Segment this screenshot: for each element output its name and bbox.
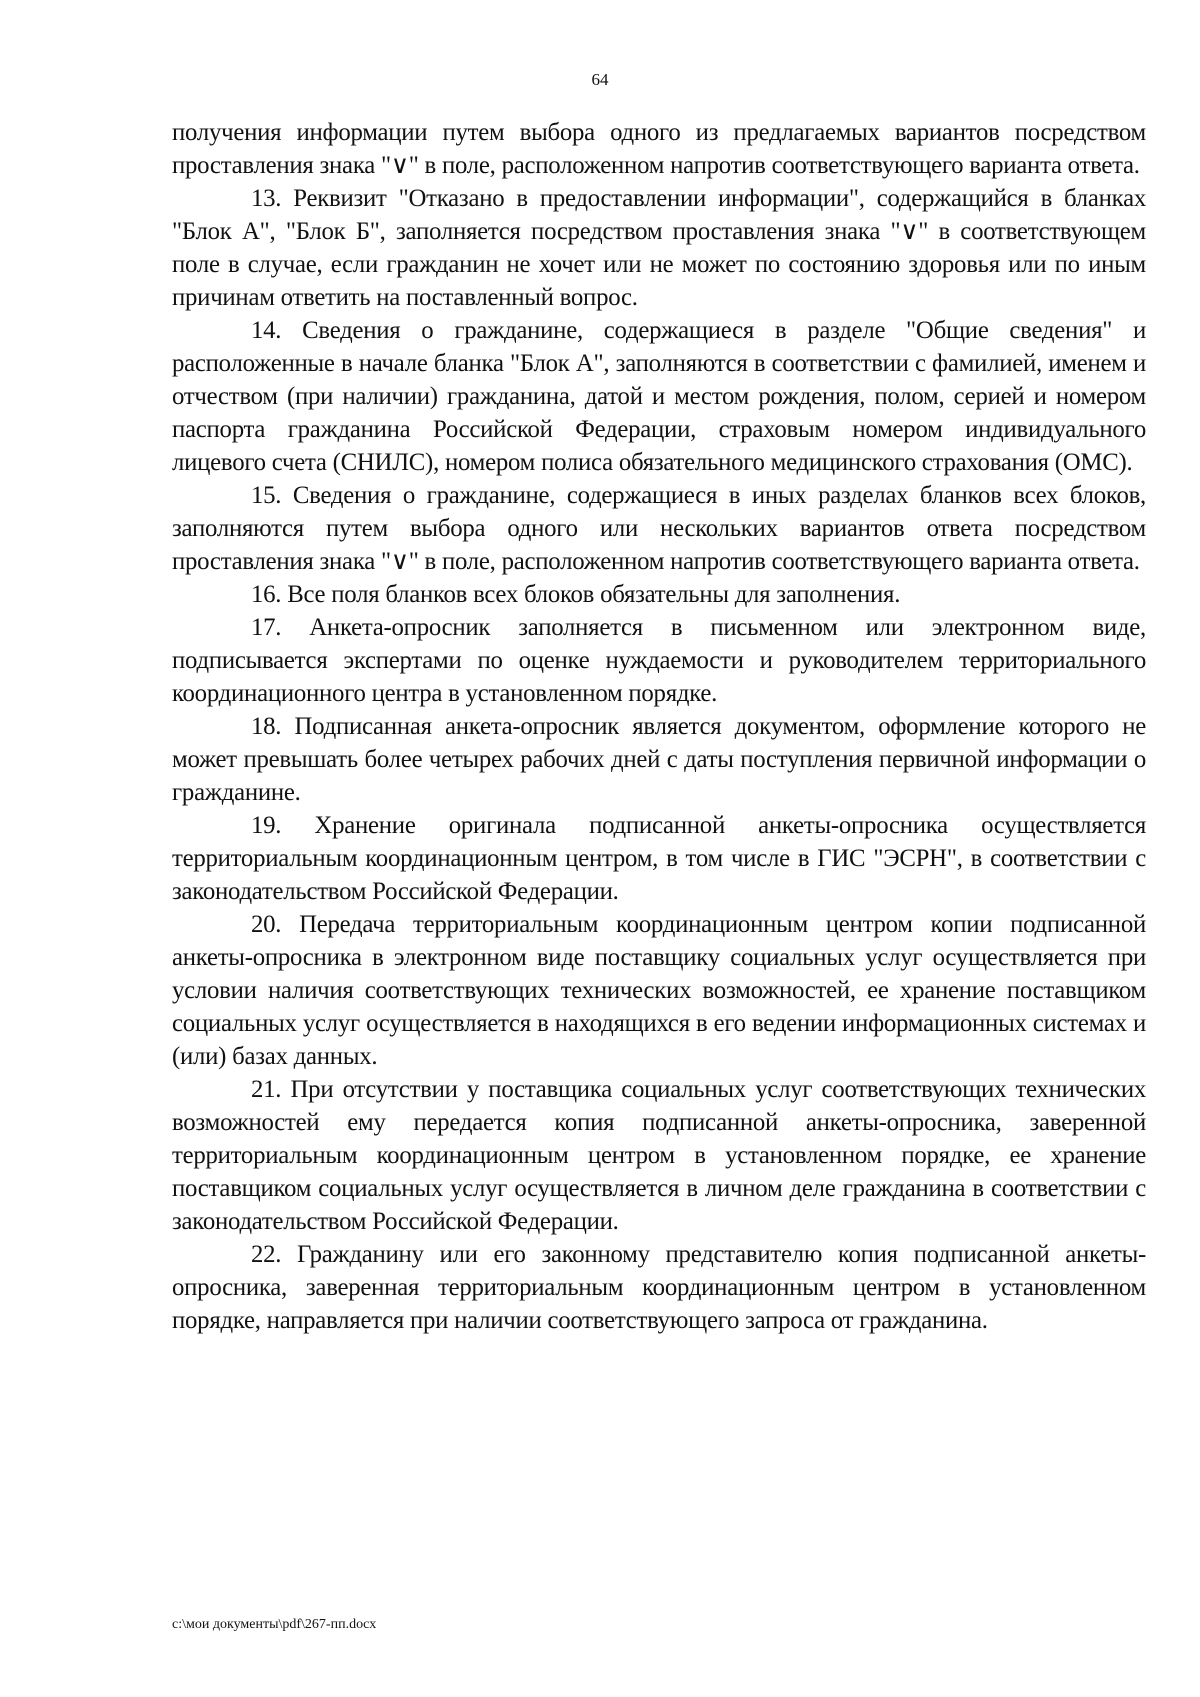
paragraph-15: 15. Сведения о гражданине, содержащиеся в иных разделах бланков всех блоков, заполняются путем выбора одного или нескольких вариантов ответа посредством проставления знака "∨" в поле, расположенном напротив соответствующего варианта ответа. (172, 482, 1146, 575)
footer-file-path: c:\мои документы\pdf\267-пп.docx (172, 1617, 377, 1632)
paragraph-16: 16. Все поля бланков всех блоков обязательны для заполнения. (251, 581, 901, 608)
paragraph-continuation: получения информации путем выбора одного из предлагаемых вариантов посредством проставления знака "∨" в поле, расположенном напротив соответствующего варианта ответа. (172, 119, 1146, 179)
document-body (172, 116, 1146, 1337)
paragraph-21: 21. При отсутствии у поставщика социальных услуг соответствующих технических возможностей ему передается копия подписанной анкеты-опросника, заверенной территориальным координационным центром в установленном порядке, ее хранение поставщиком социальных услуг осуществляется в личном деле гражданина в соответствии с законодательством Российской Федерации. (172, 1076, 1146, 1235)
paragraph-18: 18. Подписанная анкета-опросник является документом, оформление которого не может превышать более четырех рабочих дней с даты поступления первичной информации о гражданине. (172, 713, 1146, 806)
paragraph-20: 20. Передача территориальным координационным центром копии подписанной анкеты-опросника в электронном виде поставщику социальных услуг осуществляется при условии наличия соответствующих технических возможностей, ее хранение поставщиком социальных услуг осуществляется в находящихся в его ведении информационных системах и (или) базах данных. (172, 911, 1146, 1070)
paragraph-13: 13. Реквизит "Отказано в предоставлении информации", содержащийся в бланках "Блок А", "Блок Б", заполняется посредством проставления знака "∨" в соответствующем поле в случае, если гражданин не хочет или не может по состоянию здоровья или по иным причинам ответить на поставленный вопрос. (172, 185, 1146, 311)
paragraph-19: 19. Хранение оригинала подписанной анкеты-опросника осуществляется территориальным координационным центром, в том числе в ГИС "ЭСРН", в соответствии с законодательством Российской Федерации. (172, 812, 1146, 905)
paragraph-17: 17. Анкета-опросник заполняется в письменном или электронном виде, подписывается экспертами по оценке нуждаемости и руководителем территориального координационного центра в установленном порядке. (172, 614, 1146, 707)
paragraph-22: 22. Гражданину или его законному представителю копия подписанной анкеты-опросника, заверенная территориальным координационным центром в установленном порядке, направляется при наличии соответствующего запроса от гражданина. (172, 1241, 1146, 1334)
page-number: 64 (591, 70, 609, 89)
paragraph-14: 14. Сведения о гражданине, содержащиеся в разделе "Общие сведения" и расположенные в начале бланка "Блок А", заполняются в соответствии с фамилией, именем и отчеством (при наличии) гражданина, датой и местом рождения, полом, серией и номером паспорта гражданина Российской Федерации, страховым номером индивидуального лицевого счета (СНИЛС), номером полиса обязательного медицинского страхования (ОМС). (172, 317, 1146, 476)
